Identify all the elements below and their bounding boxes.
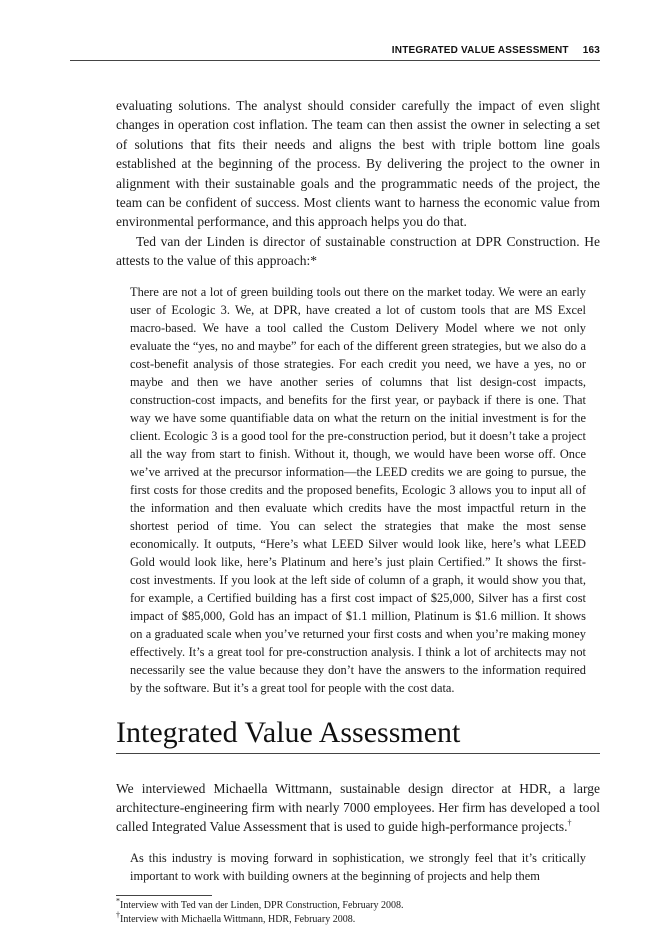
footnote-rule [116, 895, 212, 896]
paragraph-intro: evaluating solutions. The analyst should consider carefully the impact of even slight changes in operation cost inflation. The team can then assist the owner in selecting a set of solutions that fits their needs and aligns the best with triple bottom line goals established at the beginning of the process. By delivering the project to the owner in alignment with their sustainable goals and the programmatic needs of the project, the team can be confident of success. Most clients want to harness the economic value from environmental performance, and this approach helps you do that. [116, 98, 600, 230]
main-content [116, 96, 600, 927]
running-head [70, 45, 600, 56]
block-quote-wittmann: As this industry is moving forward in sophistication, we strongly feel that it’s critically important to work with building owners at the beginning of projects and help them [130, 850, 586, 883]
footnote-item [116, 910, 600, 927]
footnote-text: Interview with Ted van der Linden, DPR Construction, February 2008. [120, 899, 404, 911]
paragraph-attribution [116, 232, 600, 271]
footnotes [116, 896, 600, 927]
footnote-ref-star: * [310, 253, 317, 269]
section-heading: Integrated Value Assessment [116, 715, 600, 754]
footnote-item [116, 896, 600, 913]
paragraph-attribution-text: Ted van der Linden is director of sustainable construction at DPR Construction. He attests to the value of this approach: [116, 233, 600, 269]
block-quote-van-der-linden: There are not a lot of green building tools out there on the market today. We were an early user of Ecologic 3. We, at DPR, have created a lot of custom tools that are MS Excel macro-based. We have a tool called the Custom Delivery Model where we not only evaluate the “yes, no and maybe” for each of the different green strategies, but we also do a cost-benefit analysis of those strategies. For each credit you need, we have a yes, no or maybe and then we have another series of columns that list design-cost impacts, construction-cost impacts, and benefits for the first year, or payback if there is one. That way we have some quantifiable data on what the return on the initial investment is for the client. Ecologic 3 is a good tool for the pre-construction period, but it doesn’t take a project all the way from start to finish. Without it, though, we would have been worse off. Once we’ve arrived at the precursor information—the LEED credits we are going to pursue, the first costs for those credits and the proposed benefits, Ecologic 3 allows you to input all of the information and then evaluate which credits have the most impactful return in the shortest period of time. You can select the strategies that make the most sense economically. It outputs, “Here’s what LEED Silver would look like, here’s what LEED Gold would look like, here’s Platinum and here’s just plain Certified.” It shows the first-cost investments. If you look at the left side of column of a graph, it would show you that, for example, a Certified building has a first cost impact of $25,000, Silver has a first cost impact of $85,000, Gold has an impact of $1.1 million, Platinum is $1.6 million. It shows on a graduated scale when you’ve returned your first costs and when you’re making money effectively. It’s a great tool for pre-construction analysis. I think a lot of architects may not necessarily see the value because they don’t have the answers to the information required by the software. But it’s a great tool for people with the cost data. [130, 284, 586, 695]
footnote-ref-dagger: † [567, 818, 572, 828]
footnote-text: Interview with Michaella Wittmann, HDR, February 2008. [120, 913, 356, 925]
running-head-title: INTEGRATED VALUE ASSESSMENT [391, 45, 569, 56]
paragraph-section-intro-text: We interviewed Michaella Wittmann, sustainable design director at HDR, a large architecture-engineering firm with nearly 7000 employees. Her firm has developed a tool called Integrated Value Assessment that is used to guide high-performance projects. [116, 780, 600, 835]
header-rule [70, 60, 600, 61]
footnote-mark: * [116, 896, 120, 906]
footnote-mark: † [116, 910, 120, 920]
page-number: 163 [582, 45, 600, 56]
paragraph-section-intro [116, 779, 600, 837]
